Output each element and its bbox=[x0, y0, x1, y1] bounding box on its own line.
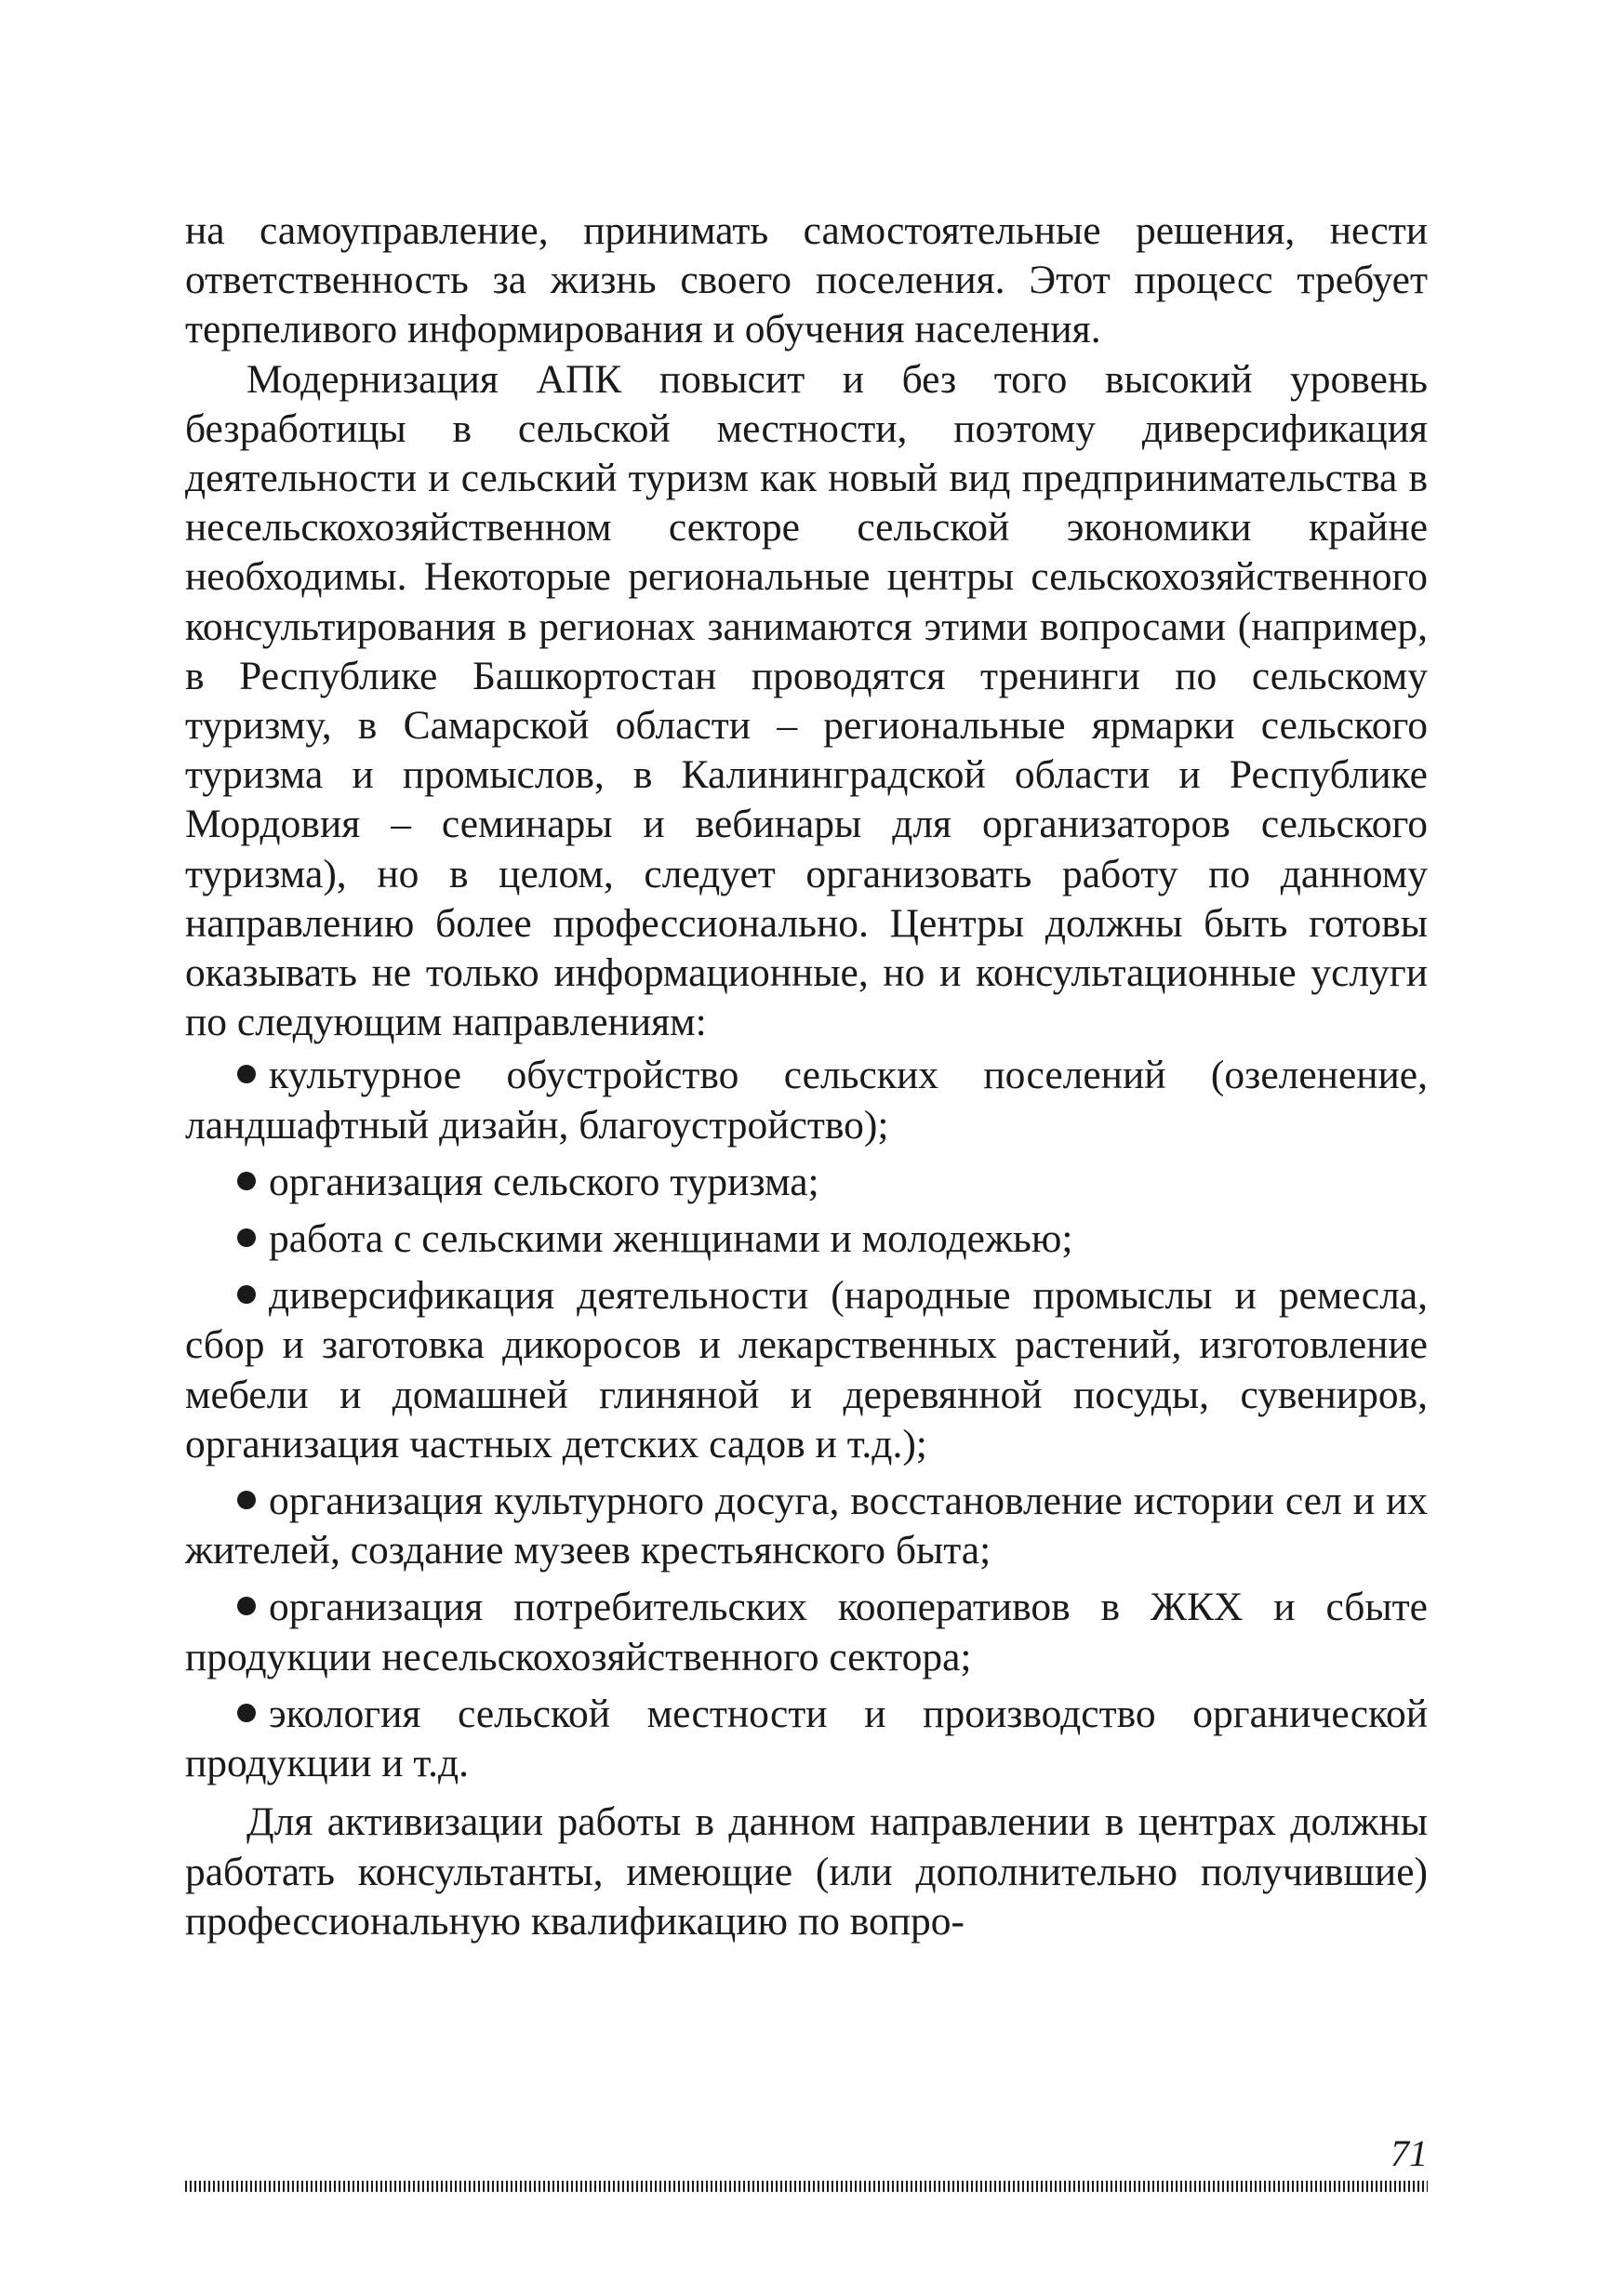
page-number: 71 bbox=[1390, 2132, 1428, 2174]
list-item bbox=[185, 1477, 1428, 1575]
footer-rule bbox=[185, 2181, 1428, 2192]
bullet-icon bbox=[237, 1285, 256, 1304]
list-item-text: организация потребительских кооперативов в ЖКХ и сбыте продукции несельскохозяйственного сектора; bbox=[185, 1585, 1428, 1679]
list-item bbox=[185, 1583, 1428, 1681]
list-item bbox=[185, 1690, 1428, 1788]
list-item-text: диверсификация деятельности (народные промыслы и ремесла, сбор и заготовка дикоросов и лекарственных растений, изготовление мебели и домашней глиняной и деревянной посуды, сувениров, организация частных детских садов и т.д.); bbox=[185, 1273, 1428, 1467]
list-item-text: экология сельской местности и производство органической продукции и т.д. bbox=[185, 1691, 1428, 1786]
list-item-text: работа с сельскими женщинами и молодежью; bbox=[269, 1216, 1073, 1262]
services-list bbox=[185, 1051, 1428, 1788]
list-item bbox=[185, 1214, 1428, 1264]
page-body bbox=[185, 206, 1428, 1946]
bullet-icon bbox=[237, 1228, 256, 1247]
list-item-text: организация культурного досуга, восстановление истории сел и их жителей, создание музеев крестьянского быта; bbox=[185, 1479, 1428, 1573]
bullet-icon bbox=[237, 1704, 256, 1722]
bullet-icon bbox=[237, 1065, 256, 1083]
bullet-icon bbox=[237, 1597, 256, 1615]
paragraph-modernization: Модернизация АПК повысит и без того высокий уровень безработицы в сельской местности, поэтому диверсификация деятельности и сельский туризм как новый вид предпринимательства в несельскохозяйственном секторе сельской экономики крайне необходимы. Некоторые региональные центры сельскохозяйственного консультирования в регионах занимаются этими вопросами (например, в Республике Башкортостан проводятся тренинги по сельскому туризму, в Самарской области – региональные ярмарки сельского туризма и промыслов, в Калининградской области и Республике Мордовия – семинары и вебинары для организаторов сельского туризма), но в целом, следует организовать работу по данному направлению более профессионально. Центры должны быть готовы оказывать не только информационные, но и консультационные услуги по следующим направлениям: bbox=[185, 356, 1428, 1045]
list-item bbox=[185, 1158, 1428, 1207]
list-item-text: организация сельского туризма; bbox=[269, 1159, 819, 1204]
bullet-icon bbox=[237, 1491, 256, 1509]
paragraph-continuation: на самоуправление, принимать самостоятельные решения, нести ответственность за жизнь своего поселения. Этот процесс требует терпеливого информирования и обучения населения. bbox=[185, 208, 1428, 352]
bullet-icon bbox=[237, 1172, 256, 1190]
list-item bbox=[185, 1271, 1428, 1469]
list-item-text: культурное обустройство сельских поселений (озеленение, ландшафтный дизайн, благоустройство); bbox=[185, 1053, 1428, 1148]
list-item bbox=[185, 1051, 1428, 1149]
paragraph-consultants: Для активизации работы в данном направлении в центрах должны работать консультанты, имеющие (или дополнительно получившие) профессиональную квалификацию по вопро- bbox=[185, 1799, 1428, 1944]
